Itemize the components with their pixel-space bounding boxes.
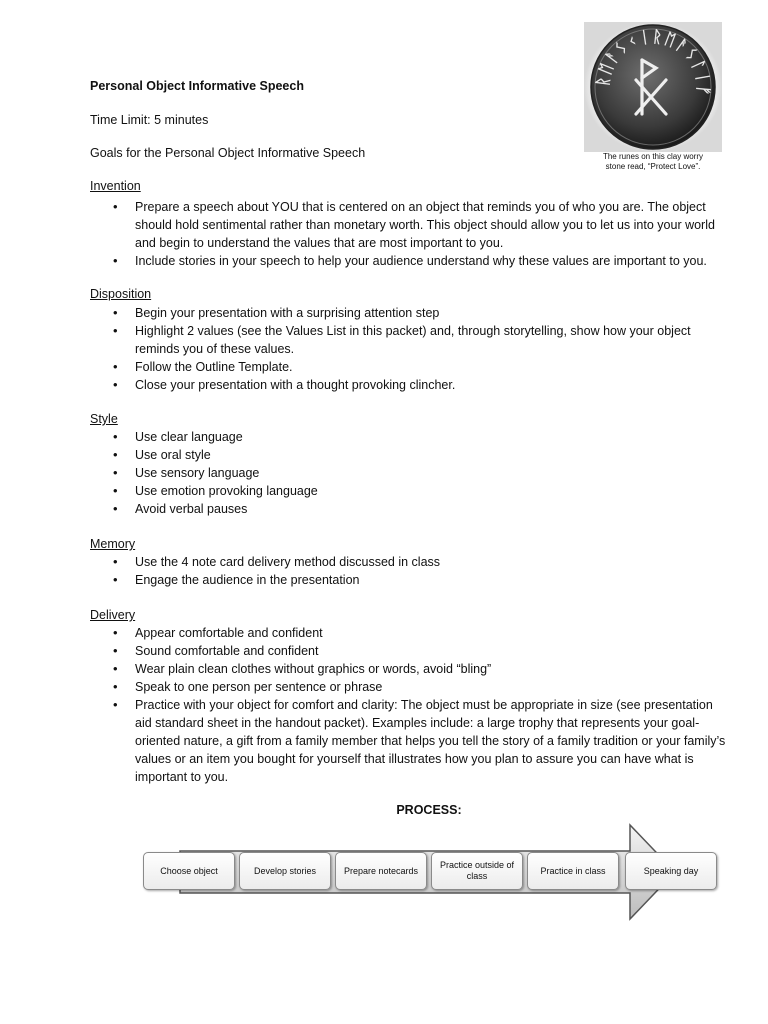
section-title-memory: Memory <box>90 537 136 551</box>
list-item: • Close your presentation with a thought provoking clincher. <box>90 376 730 394</box>
list-item: • Appear comfortable and confident <box>90 624 730 642</box>
list-item: • Use sensory language <box>90 464 730 482</box>
list-item: • Follow the Outline Template. <box>90 358 730 376</box>
time-limit: Time Limit: 5 minutes <box>90 113 209 127</box>
list-item: • Use emotion provoking language <box>90 482 730 500</box>
worry-stone-image <box>584 22 722 152</box>
figure-caption-line-1: The runes on this clay worry <box>602 152 704 161</box>
process-step: Speaking day <box>625 852 717 890</box>
list-item: • Engage the audience in the presentation <box>90 571 730 589</box>
list-item: • Wear plain clean clothes without graphics or words, avoid “bling” <box>90 660 730 678</box>
list-item: • Use the 4 note card delivery method discussed in class <box>90 553 730 571</box>
process-step: Practice in class <box>527 852 619 890</box>
memory-list <box>90 553 730 589</box>
worry-stone-figure <box>570 22 740 182</box>
section-title-style: Style <box>90 412 118 426</box>
list-item: • Prepare a speech about YOU that is centered on an object that reminds you of who you are. The object should hold sentimental rather than monetary worth. This object should allow you to let us into your world and begin to understand the values that are most important to you. <box>90 198 730 252</box>
list-item: • Use clear language <box>90 428 730 446</box>
list-item: • Include stories in your speech to help your audience understand why these values are important to you. <box>90 252 730 270</box>
process-title: PROCESS: <box>396 803 462 817</box>
delivery-list <box>90 624 730 786</box>
section-title-delivery: Delivery <box>90 608 136 622</box>
rune-inscription: ᚱᛖᚨᛊᚲᛁᚱᛖᚨᛊᛚᛁᚠ <box>592 26 714 98</box>
figure-caption-line-2: stone read, “Protect Love”. <box>605 162 701 171</box>
process-step: Develop stories <box>239 852 331 890</box>
list-item: • Practice with your object for comfort and clarity: The object must be appropriate in size (see presentation aid standard sheet in the handout packet). Examples include: a large trophy that represents your goal-oriented nature, a gift from a family member that helps you tell the story of a family tradition or your family’s values or an item you bought for yourself that illustrates how you plan to assure you can have what is important to you. <box>90 696 730 786</box>
invention-list <box>90 198 730 270</box>
process-step: Prepare notecards <box>335 852 427 890</box>
disposition-list <box>90 304 730 394</box>
section-title-invention: Invention <box>90 179 141 193</box>
section-title-disposition: Disposition <box>90 287 152 301</box>
goals-heading: Goals for the Personal Object Informative Speech <box>90 146 366 160</box>
figure-caption <box>570 152 736 172</box>
process-step: Choose object <box>143 852 235 890</box>
list-item: • Highlight 2 values (see the Values List in this packet) and, through storytelling, show how your object reminds you of these values. <box>90 322 730 358</box>
list-item: • Begin your presentation with a surprising attention step <box>90 304 730 322</box>
process-step: Practice outside of class <box>431 852 523 890</box>
list-item: • Avoid verbal pauses <box>90 500 730 518</box>
document-title: Personal Object Informative Speech <box>90 79 304 93</box>
style-list <box>90 428 730 518</box>
list-item: • Use oral style <box>90 446 730 464</box>
list-item: • Speak to one person per sentence or phrase <box>90 678 730 696</box>
list-item: • Sound comfortable and confident <box>90 642 730 660</box>
